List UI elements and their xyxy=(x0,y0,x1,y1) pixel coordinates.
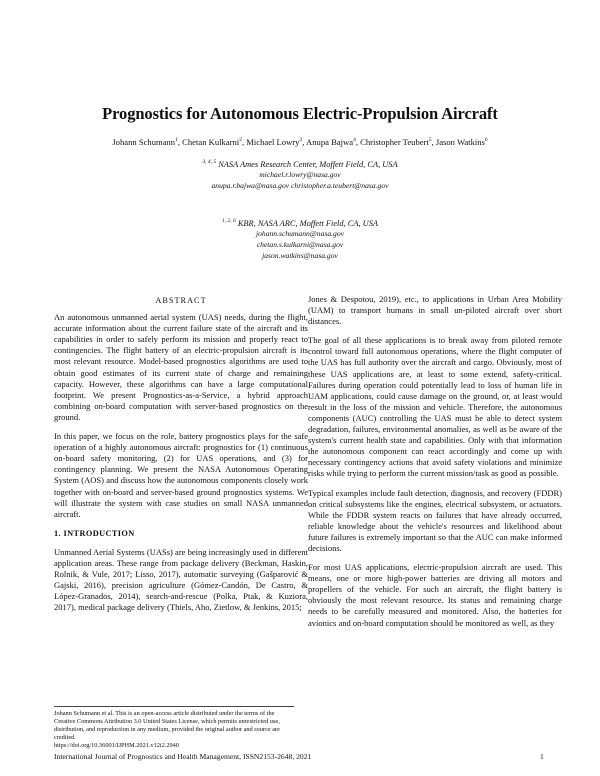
email: johann.schumann@nasa.gov xyxy=(256,229,344,238)
footnote xyxy=(54,706,294,750)
author: Johann Schumann$^1$, xyxy=(112,137,183,147)
license-note: Johann Schumann et al. This is an open-access article distributed under the terms of the Creative Commons Attribution 3.0 United States License, which permits unrestricted use, distribution, and reproduction in any medium, provided the original author and source are credited. xyxy=(54,710,280,742)
journal-footer: International Journal of Prognostics and Health Management, ISSN2153-2648, 2021 xyxy=(54,752,312,761)
page-number: 1 xyxy=(540,752,544,761)
section-heading: 1. INTRODUCTION xyxy=(54,528,135,538)
author: Jason Watkins$^6$ xyxy=(435,137,488,147)
body-paragraph: The goal of all these applications is to break away from piloted remote control toward full autonomous operations, where the flight computer of the UAS has full authority over the aircraft and cargo. Obviously, most of these UAS applications are, at least to some extend, safety-critical. Failures during operation could potentially lead to loss of human life in UAM applications, could cause damage on the ground, or, at least would result in the loss of the mission and vehicle. Therefore, the autonomous components (AUC) controlling the UAS must be able to detect system degradation, failures, environmental anomalies, as well as be aware of the system's current health state and capabilities. Only with that information the autonomous component can react accordingly and come up with necessary contingency actions that avoid safety violations and minimize risks while trying to perform the current mission/task as good as possible. xyxy=(308,335,562,479)
doi-link[interactable]: https://doi.org/10.36001/IJPHM.2021.v12i2.2940 xyxy=(54,742,179,750)
paper-title: Prognostics for Autonomous Electric-Propulsion Aircraft xyxy=(102,104,498,123)
author: Michael Lowry$^3$, xyxy=(246,137,307,147)
author: Chetan Kulkarni$^2$, xyxy=(182,137,247,147)
affiliation-kbr xyxy=(0,219,600,261)
email: michael.r.lowry@nasa.gov xyxy=(259,170,341,179)
right-column xyxy=(308,294,562,637)
author: Christopher Teubert$^5$, xyxy=(360,137,436,147)
body-paragraph: Jones & Despotou, 2019), etc., to applications in Urban Area Mobility (UAM) to transport humans in small un-piloted aircraft over short distances. xyxy=(308,294,562,327)
abstract-heading: ABSTRACT xyxy=(155,296,207,305)
author-list xyxy=(0,137,600,147)
affiliation-ames xyxy=(0,160,600,191)
body-paragraph: Typical examples include fault detection, diagnosis, and recovery (FDDR) on critical subsystems like the engines, electrical subsystem, or actuators. While the FDDR system reacts on failures that have already occurred, reliable knowledge about the vehicle's resources and likelihood about future failures is extremely important so that the AUC can make informed decisions. xyxy=(308,487,562,553)
abstract-paragraph: In this paper, we focus on the role, battery prognostics plays for the safe operation of a highly autonomous aircraft: prognostics for (1) continuous on-board safety monitoring, (2) for UAS operations, and (3) for contingency planning. We present the NASA Autonomous Operating System (AOS) and discuss how the autonomous components closely work together with on-board and server-based ground prognostics systems. We will illustrate the system with case studies on small NASA unmanned aircraft. xyxy=(54,431,308,519)
email: chetan.s.kulkarni@nasa.gov xyxy=(256,240,344,249)
email: jason.watkins@nasa.gov xyxy=(262,251,338,260)
affiliation-name: $^{3, 4, 5}$ NASA Ames Research Center, Moffett Field, CA, USA xyxy=(202,159,398,169)
body-paragraph: For most UAS applications, electric-propulsion aircraft are used. This means, one or more high-power batteries are driving all motors and propellers of the vehicle. For such an aircraft, the flight battery is obviously the most relevant resource. Its status and remaining charge needs to be carefully measured and monitored. Also, the batteries for avionics and on-board computation should be monitored as well, as they xyxy=(308,562,562,628)
affiliation-name: $^{1, 2, 6}$ KBR, NASA ARC, Moffett Field, CA, USA xyxy=(221,218,379,228)
body-paragraph: Unmanned Aerial Systems (UASs) are being increasingly used in different application areas. These range from package delivery (Beckman, Haskin, Rolnik, & Vule, 2017; Lisso, 2017), automatic surveying (Gašparović & Gajski, 2016), precision agriculture (Gómez-Candón, De Castro, & López-Granados, 2014), search-and-rescue (Polka, Ptak, & Kuziora, 2017), medical package delivery (Thiels, Aho, Zietlow, & Jenkins, 2015; xyxy=(54,546,308,613)
abstract-paragraph: An autonomous unmanned aerial system (UAS) needs, during the flight, accurate information about the current failure state of the aircraft and its capabilities in order to safely perform its mission and properly react to contingencies. The flight battery of an electric-propulsion aircraft is its most relevant resource. Model-based prognostics algorithms are used to obtain good estimates of its current state of charge and remaining capacity. However, these algorithms can have a large computational footprint. We present Prognostics-as-a-Service, a hybrid approach combining on-board computation with server-based prognostics on the ground. xyxy=(54,312,308,422)
left-column xyxy=(54,295,308,621)
author: Anupa Bajwa$^4$, xyxy=(306,137,361,147)
email: anupa.r.bajwa@nasa.gov christopher.a.teubert@nasa.gov xyxy=(211,181,389,190)
